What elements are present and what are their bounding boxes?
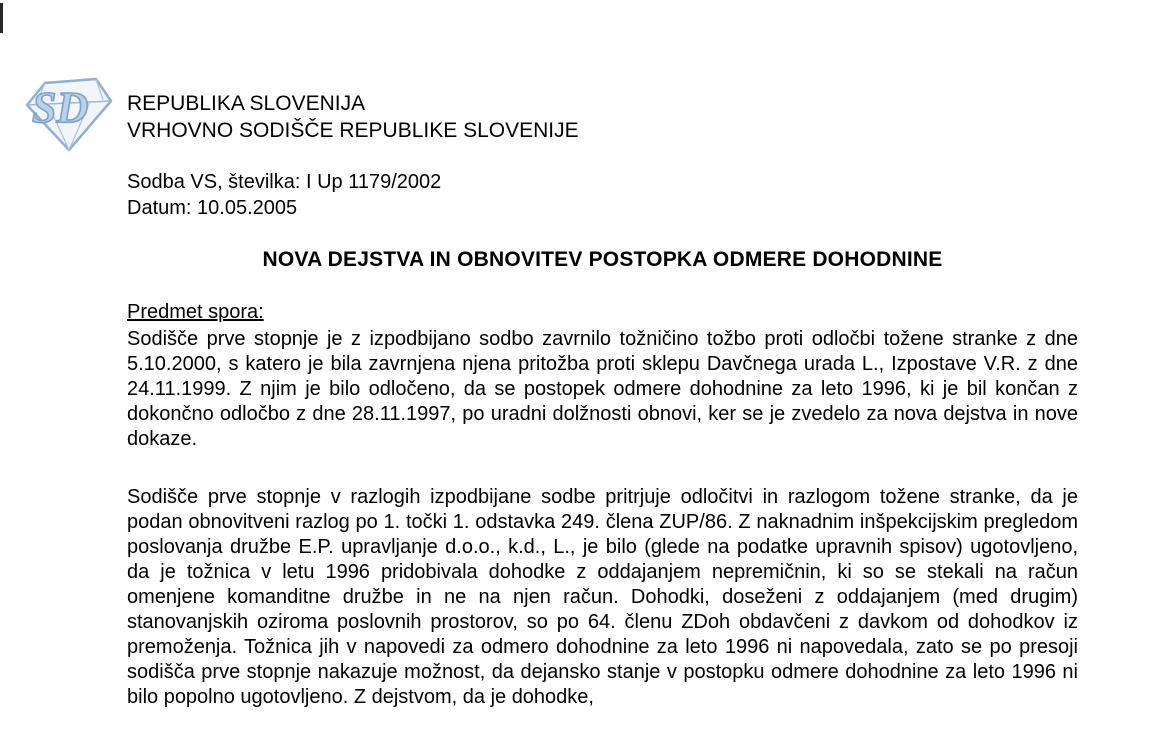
letterhead-republic: REPUBLIKA SLOVENIJA	[127, 92, 366, 115]
case-date: Datum: 10.05.2005	[127, 197, 298, 219]
document-title: NOVA DEJSTVA IN OBNOVITEV POSTOPKA ODMERE DOHODNINE	[262, 248, 943, 271]
paragraph-dispute-subject-1: Sodišče prve stopnje je z izpodbijano sodbo zavrnilo tožničino tožbo proti odločbi tožene stranke z dne 5.10.2000, s katero je bila zavrnjena njena pritožba proti sklepu Davčnega urada L., Izpostave V.R. z dne 24.11.1999. Z njim je bilo odločeno, da se postopek odmere dohodnine za leto 1996, ki je bil končan z dokončno odločbo z dne 28.11.1997, po uradni dolžnosti obnovi, ker se je zvedelo za nova dejstva in nove dokaze.	[127, 328, 1078, 450]
case-number: Sodba VS, številka: I Up 1179/2002	[127, 171, 442, 193]
logo-monogram: SD	[32, 83, 89, 132]
supreme-court-logo-icon	[24, 76, 114, 154]
document-content	[127, 90, 1078, 710]
case-info	[127, 169, 1078, 221]
letterhead	[127, 90, 1078, 144]
section-label-row	[127, 273, 1078, 325]
section-label-predmet-spora: Predmet spora:	[127, 301, 264, 323]
letterhead-court: VRHOVNO SODIŠČE REPUBLIKE SLOVENIJE	[127, 119, 579, 142]
diamond-gem-icon	[24, 76, 114, 154]
paragraph-dispute-subject-2: Sodišče prve stopnje v razlogih izpodbijane sodbe pritrjuje odločitvi in razlogom tožene stranke, da je podan obnovitveni razlog po 1. točki 1. odstavka 249. člena ZUP/86. Z naknadnim inšpekcijskim pregledom poslovanja družbe E.P. upravljanje d.o.o., k.d., L., je bilo (glede na podatke upravnih spisov) ugotovljeno, da je tožnica v letu 1996 pridobivala dohodke z oddajanjem nepremičnin, ki so se stekali na račun omenjene komanditne družbe in ne na njen račun. Dohodki, doseženi z oddajanjem (med drugim) stanovanjskih oziroma poslovnih prostorov, so po 64. členu ZDoh obdavčeni z davkom od dohodkov iz premoženja. Tožnica jih v napovedi za odmero dohodnine za leto 1996 ni napovedala, zato se po presoji sodišča prve stopnje nakazuje možnost, da dejansko stanje v postopku odmere dohodnine za leto 1996 ni bilo popolno ugotovljeno. Z dejstvom, da je dohodke,	[127, 486, 1078, 708]
scan-edge-artifact	[0, 3, 3, 33]
